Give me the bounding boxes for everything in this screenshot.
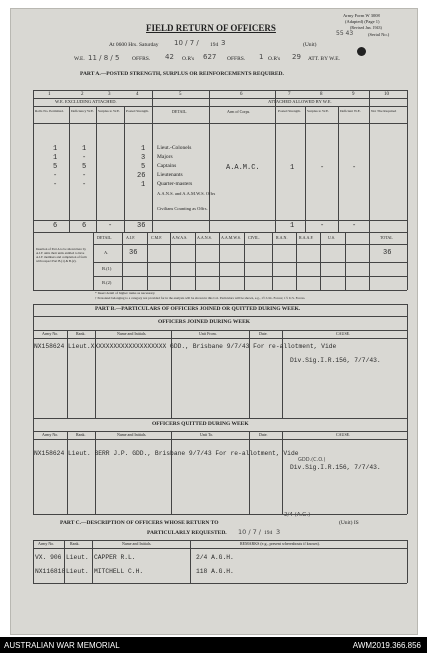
total-value: - bbox=[320, 222, 325, 230]
part-c-unit-label: (Unit) IS bbox=[339, 520, 359, 526]
total-value: - bbox=[108, 222, 113, 230]
cell-value: 3 bbox=[141, 154, 146, 162]
detail-heading: A.W.A.S. bbox=[172, 235, 188, 240]
joined-heading: Rank. bbox=[76, 331, 86, 336]
part-c-heading: Rank. bbox=[70, 541, 80, 546]
col-number: 6 bbox=[240, 92, 243, 97]
col-heading: Deficiency W.E. bbox=[71, 109, 95, 113]
col-heading: Not The Required bbox=[371, 109, 397, 113]
detail-heading: DETAIL. bbox=[97, 235, 113, 240]
serial-number: 55 43 bbox=[336, 30, 354, 37]
cell-value: - bbox=[53, 181, 58, 189]
col-number: 8 bbox=[320, 92, 323, 97]
offrs-label: OFFRS. bbox=[132, 56, 151, 62]
cell-value: 1 bbox=[141, 181, 146, 189]
joined-heading: Date. bbox=[259, 331, 268, 336]
part-c-name: CAPPER R.L. bbox=[94, 554, 136, 561]
detail-heading: A.A.N.S. bbox=[197, 235, 212, 240]
left-note: Insertion of Part A to be shown here by A.I.F. units their units entitled to have A.I.F. members and completion of form with respect Part B.(1) & B.(2). bbox=[36, 247, 87, 263]
joined-heading: Unit From. bbox=[199, 331, 217, 336]
ors-value: 627 bbox=[203, 53, 217, 61]
part-c-army-no: VX. 906 bbox=[35, 554, 62, 561]
total-value: - bbox=[352, 222, 357, 230]
total-value: 36 bbox=[137, 222, 146, 230]
rank-label: A.A.N.S. and A.A.M.W.S. Offrs bbox=[157, 191, 216, 196]
col-heading: Deficient W.E. bbox=[340, 109, 361, 113]
detail-heading: A.I.F. bbox=[126, 235, 136, 240]
part-c-remarks: 2/4 A.G.H. bbox=[196, 554, 234, 561]
cell-value: 5 bbox=[82, 163, 87, 171]
quitted-heading: Unit To. bbox=[200, 432, 214, 437]
cell-value: 5 bbox=[53, 163, 58, 171]
col-number: 2 bbox=[81, 92, 84, 97]
col-heading: DETAIL. bbox=[172, 109, 188, 114]
joined-heading: Name and Initials. bbox=[117, 331, 147, 336]
col-number: 3 bbox=[108, 92, 111, 97]
cell-value: 1 bbox=[82, 145, 87, 153]
detail-heading: CIVIL. bbox=[248, 235, 260, 240]
footnote: * Insert detail of higher ranks as necessary. bbox=[95, 291, 156, 295]
part-c-army-no: NX116818 bbox=[35, 568, 66, 575]
detail-heading: R.A.N. bbox=[276, 235, 288, 240]
rank-label: Quarter-masters bbox=[157, 181, 193, 187]
part-b-title: PART B.—PARTICULARS OF OFFICERS JOINED OR QUITTED DURING WEEK. bbox=[95, 306, 301, 312]
archive-name: AUSTRALIAN WAR MEMORIAL bbox=[4, 641, 120, 650]
rank-label: Captains bbox=[157, 163, 177, 169]
detail-heading: A.A.M.W.S. bbox=[221, 235, 241, 240]
detail-heading: U.S. bbox=[328, 235, 336, 240]
cell-value: - bbox=[82, 172, 87, 180]
col-number: 4 bbox=[136, 92, 139, 97]
year-digit: 3 bbox=[221, 39, 226, 47]
att-deficient: - bbox=[352, 164, 357, 172]
ors2-label: O.R's bbox=[268, 56, 281, 62]
joined-title: OFFICERS JOINED DURING WEEK bbox=[158, 319, 251, 325]
form-adapted: (Adapted) (Page 1) bbox=[345, 19, 380, 24]
we-label: W.E. bbox=[74, 56, 85, 62]
rank-label: Civilians Counting as Offrs. bbox=[157, 206, 208, 211]
part-c-remarks: 118 A.G.H. bbox=[196, 568, 234, 575]
total-value: 6 bbox=[53, 222, 58, 230]
col-number: 5 bbox=[179, 92, 182, 97]
cell-value: - bbox=[82, 154, 87, 162]
col-heading: Posted Strength. bbox=[126, 109, 149, 113]
rank-label: Lieutenants bbox=[157, 172, 183, 178]
return-date: 10 / 7 / bbox=[174, 39, 199, 47]
att-group-heading: ATTACHED ALLOWED BY W.E. bbox=[268, 99, 332, 104]
offrs2-value: 1 bbox=[259, 53, 264, 61]
part-c-name: MITCHELL C.H. bbox=[94, 568, 144, 575]
att-label: ATT. BY W.E. bbox=[308, 56, 340, 62]
col-number: 7 bbox=[288, 92, 291, 97]
ors2-value: 29 bbox=[292, 53, 301, 61]
punch-hole bbox=[357, 47, 366, 56]
rank-label: Lieut.-Colonels bbox=[157, 145, 192, 151]
total-value: 6 bbox=[82, 222, 87, 230]
quitted-row-cont: Div.Sig.I.R.156, 7/7/43. bbox=[290, 464, 381, 471]
joined-row-cont: Div.Sig.I.R.156, 7/7/43. bbox=[290, 357, 381, 364]
quitted-heading: CAUSE. bbox=[336, 432, 351, 437]
quitted-heading: Army No. bbox=[42, 432, 59, 437]
part-c-rank: Lieut. bbox=[66, 554, 89, 561]
cell-value: - bbox=[82, 181, 87, 189]
part-c-year-digit: 3 bbox=[276, 528, 281, 536]
footnote: † Personnel belonging to a category not provided for in the analysis will be shown in this Col. Particulars will be shown, e.g., 1½ U.K. Forces; 1½ U.S. Forces. bbox=[95, 296, 306, 300]
part-c-heading: REMARKS (e.g., present whereabouts if known). bbox=[240, 541, 320, 546]
accession-number: AWM2019.366.856 bbox=[352, 641, 421, 650]
at-line: At 0600 Hrs. Saturday bbox=[109, 42, 159, 48]
unit-label: (Unit) bbox=[303, 42, 317, 48]
we-values: 11 / 8 / 5 bbox=[88, 54, 120, 62]
we-group-heading: W.E. EXCLUDING ATTACHED. bbox=[55, 99, 117, 104]
cell-value: 1 bbox=[141, 145, 146, 153]
part-c-heading: Army No. bbox=[38, 541, 55, 546]
cell-value: 1 bbox=[53, 154, 58, 162]
quitted-heading: Rank. bbox=[76, 432, 86, 437]
offrs2-label: OFFRS. bbox=[227, 56, 246, 62]
col-number: 10 bbox=[384, 92, 389, 97]
form-number: Army Form W 3008 bbox=[343, 13, 380, 18]
part-c-rank: Lieut. bbox=[66, 568, 89, 575]
quitted-heading: Date. bbox=[259, 432, 268, 437]
joined-heading: Army No. bbox=[42, 331, 59, 336]
quitted-heading: Name and Initials. bbox=[117, 432, 147, 437]
detail-row-label: B.(2) bbox=[102, 280, 112, 285]
year-prefix: 194 bbox=[210, 42, 219, 48]
detail-heading: C.M.F. bbox=[151, 235, 163, 240]
part-c-title: PART C.—DESCRIPTION OF OFFICERS WHOSE RETURN TO bbox=[60, 520, 219, 526]
detail-heading: R.A.A.F. bbox=[299, 235, 314, 240]
col-number: 9 bbox=[352, 92, 355, 97]
part-c-heading: Name and Initials. bbox=[122, 541, 152, 546]
col-number: 1 bbox=[48, 92, 51, 97]
arm-of-corps: A.A.M.C. bbox=[226, 164, 260, 172]
col-heading: Surplus to W.E. bbox=[307, 109, 329, 113]
quitted-annotation: GDD.(C.O.) bbox=[298, 457, 326, 463]
serial-label: (Serial No.) bbox=[368, 32, 390, 37]
archive-footer bbox=[0, 637, 427, 653]
offrs-value: 42 bbox=[165, 53, 174, 61]
col-heading: Rolls No. Permitted. bbox=[35, 109, 64, 113]
att-posted: 1 bbox=[290, 164, 295, 172]
detail-heading: TOTAL bbox=[380, 235, 393, 240]
form-revised: (Revised Jan. 1943) bbox=[350, 25, 382, 30]
rank-label: Majors bbox=[157, 154, 173, 160]
att-surplus: - bbox=[320, 164, 325, 172]
quitted-row: NX158624 Lieut. BERR J.P. GDD., Brisbane 9/7/43 For re-allotment, Vide bbox=[34, 450, 299, 457]
col-heading: Arm of Corps. bbox=[227, 109, 251, 114]
detail-row-label: B.(1) bbox=[102, 266, 112, 271]
part-c-unit: 2/4 (A.G.) bbox=[284, 512, 311, 518]
part-c-date: 10 / 7 / bbox=[238, 528, 261, 536]
part-c-year-prefix: 194 bbox=[264, 530, 273, 536]
cell-value: - bbox=[53, 172, 58, 180]
col-heading: Posted Strength. bbox=[278, 109, 301, 113]
col-heading: Surplus to W.E. bbox=[98, 109, 120, 113]
cell-value: 1 bbox=[53, 145, 58, 153]
detail-total-value: 36 bbox=[383, 249, 392, 257]
part-c-title-line2: PARTICULARLY REQUESTED. bbox=[147, 530, 227, 536]
total-value: 1 bbox=[290, 222, 295, 230]
quitted-title: OFFICERS QUITTED DURING WEEK bbox=[152, 421, 249, 427]
part-a-title: PART A.—POSTED STRENGTH, SURPLUS OR REINFORCEMENTS REQUIRED. bbox=[80, 71, 284, 77]
joined-heading: CAUSE. bbox=[336, 331, 351, 336]
cell-value: 5 bbox=[141, 163, 146, 171]
detail-aif-value: 36 bbox=[129, 249, 138, 257]
detail-row-label: A. bbox=[104, 250, 109, 255]
cell-value: 26 bbox=[137, 172, 146, 180]
joined-row: NX158624 Lieut.XXXXXXXXXXXXXXXXXXXX GDD., Brisbane 9/7/43 For re-allotment, Vide bbox=[34, 343, 337, 350]
form-title: FIELD RETURN OF OFFICERS bbox=[146, 23, 276, 33]
ors-label: O.R's bbox=[182, 56, 195, 62]
